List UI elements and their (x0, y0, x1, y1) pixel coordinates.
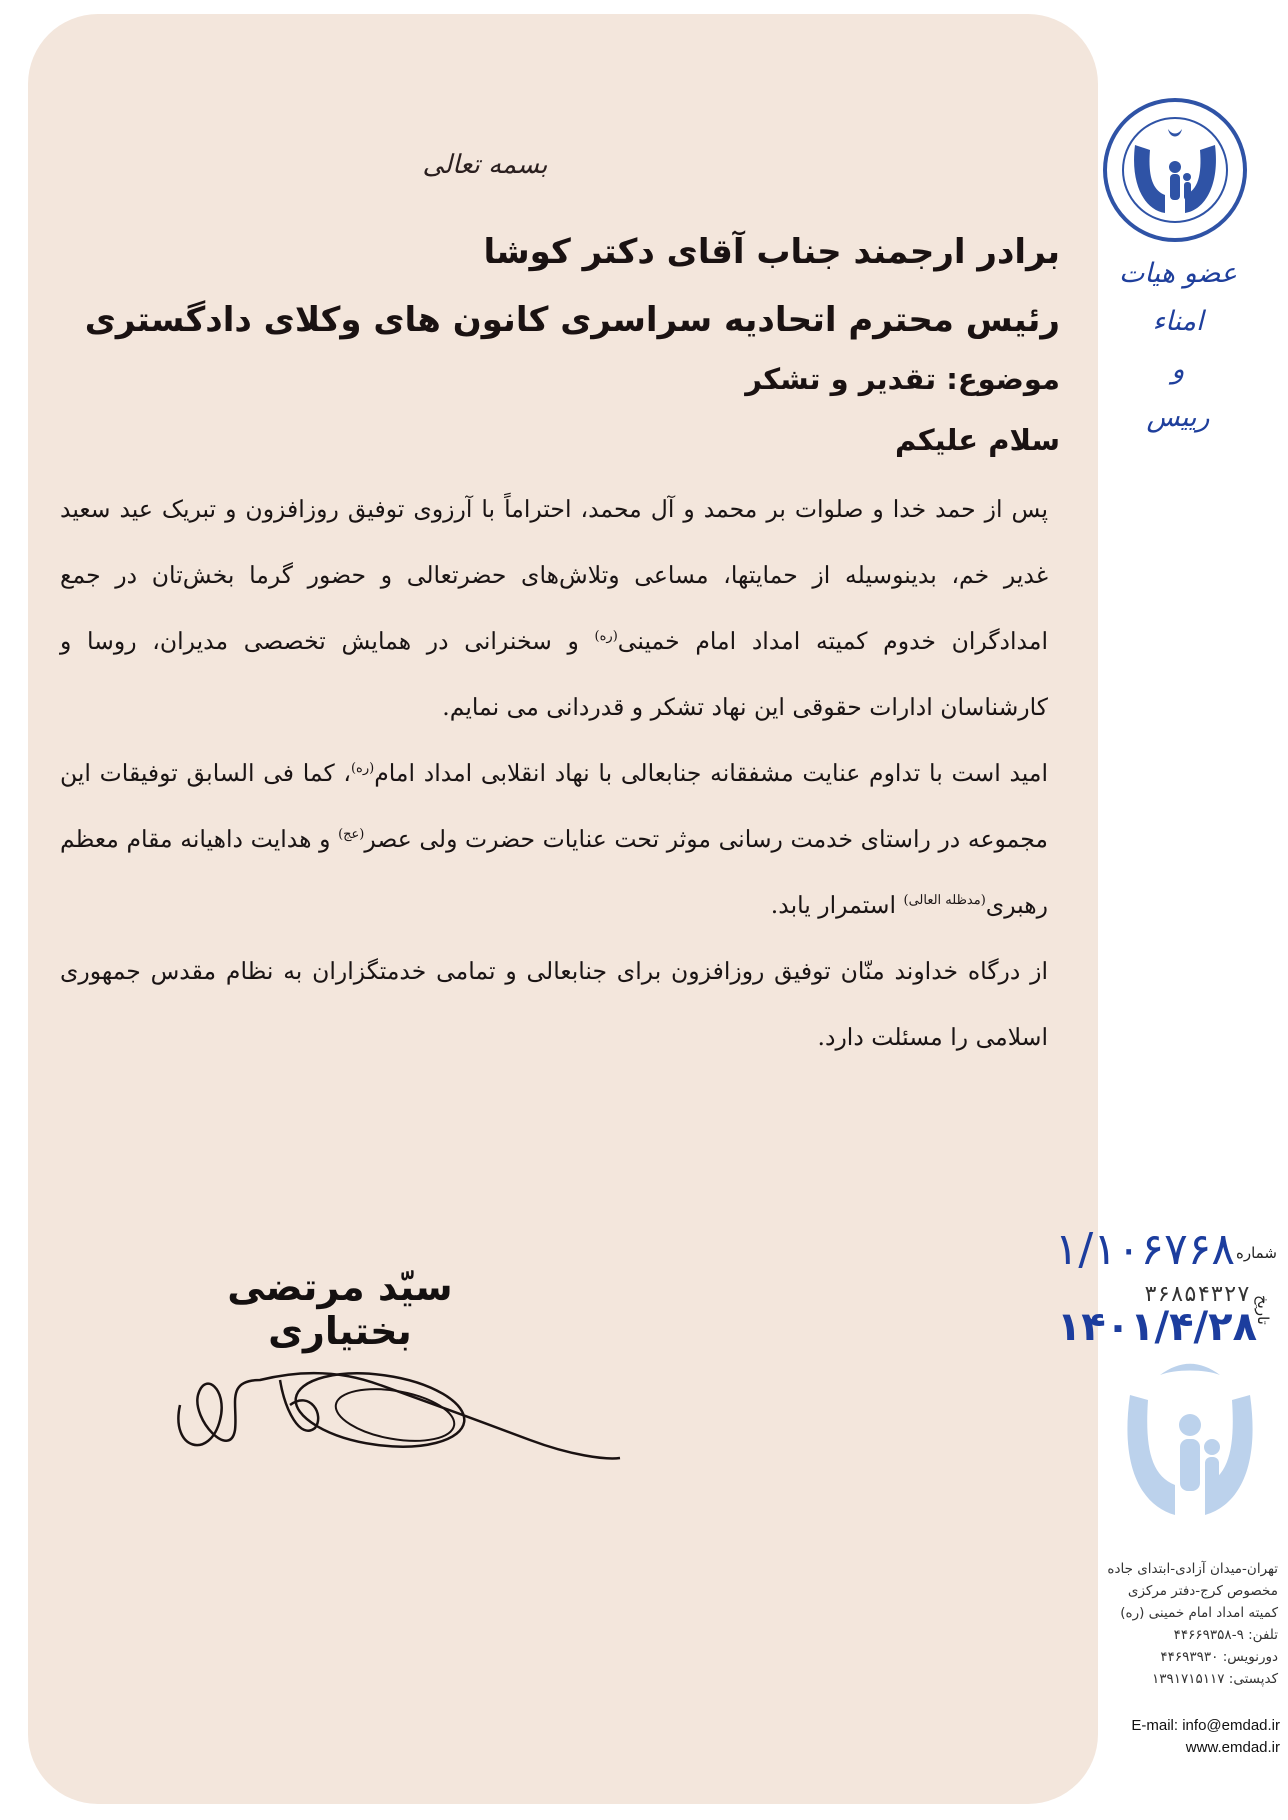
paragraph-1-text-b: و سخنرانی در همایش تخصصی مدیران، روسا و کارشناسان ادارات حقوقی این نهاد تشکر و قدردانی می نمایم. (60, 627, 1048, 721)
address-line-2: مخصوص کرج-دفتر مرکزی (1127, 1583, 1278, 1599)
relief-foundation-watermark-icon (1110, 1355, 1270, 1530)
paragraph-2-text-c: و هدایت داهیانه مقام معظم رهبری (60, 825, 1048, 919)
contact-email: E-mail: info@emdad.ir (1131, 1717, 1280, 1734)
letter-date-printed: ۳۶۸۵۴۳۲۷ (1144, 1282, 1250, 1307)
paragraph-3: از درگاه خداوند منّان توفیق روزافزون برای جنابعالی و تمامی خدمتگزاران به نظام مقدس جمهوری اسلامی را مسئلت دارد. (60, 957, 1048, 1051)
contact-website: www.emdad.ir (1185, 1739, 1280, 1756)
letter-number-value: ۱/۱۰۶۷۶۸ (1054, 1224, 1235, 1275)
paragraph-2-superscript-3: (مدظله العالی) (903, 893, 986, 909)
letter-greeting: سلام علیکم (895, 423, 1060, 457)
recipient-title: رئیس محترم اتحادیه سراسری کانون های وکلای دادگستری (84, 300, 1060, 340)
paragraph-2 (60, 740, 1048, 938)
paragraph-2-text-d: استمرار یابد. (770, 891, 904, 919)
trustee-line-2: و (1171, 354, 1185, 385)
letter-subject: موضوع: تقدیر و تشکر (745, 362, 1060, 396)
relief-foundation-logo-icon (1100, 95, 1250, 245)
paragraph-2-superscript-2: (عج) (338, 827, 365, 843)
foundation-address (1080, 1558, 1278, 1690)
address-postal-code: کدپستی: ۱۳۹۱۷۱۵۱۱۷ (1152, 1671, 1278, 1687)
paragraph-1-superscript: (ره) (594, 629, 618, 645)
paragraph-2-text-a: امید است با تداوم عنایت مشفقانه جنابعالی با نهاد انقلابی امداد امام (374, 759, 1048, 787)
paragraph-1-text-a: پس از حمد خدا و صلوات بر محمد و آل محمد، احتراماً با آرزوی توفیق روزافزون و تبریک عید سعید غدیر خم، بدینوسیله از حمایتها، مساعی وتلاش‌های حضرتعالی و حضور گرما بخش‌تان در جمع امدادگران خدوم کمیته امداد امام خمینی (60, 495, 1048, 655)
letter-date-label: تاریخ (1254, 1295, 1272, 1325)
bismillah-header: بسمه تعالی (422, 150, 548, 180)
foundation-contact (1080, 1715, 1280, 1759)
address-line-3: کمیته امداد امام خمینی (ره) (1120, 1605, 1278, 1621)
letter-body (60, 476, 1048, 1070)
trustee-handwritten-note (1098, 250, 1258, 442)
handwritten-signature (150, 1310, 630, 1480)
letter-number-label: شماره (1236, 1244, 1277, 1262)
paragraph-1 (60, 476, 1048, 740)
signatory-name: سیّد مرتضی بختیاری (227, 1265, 453, 1353)
letter-date-stamp: ۱۴۰۱/۴/۲۸ (1056, 1304, 1257, 1350)
paragraph-2-text-b: ، کما فی السابق توفیقات این مجموعه در راستای خدمت رسانی موثر تحت عنایات حضرت ولی عصر (60, 759, 1048, 853)
recipient-name: برادر ارجمند جناب آقای دکتر کوشا (483, 232, 1060, 272)
trustee-line-1: عضو هیات امناء (1118, 258, 1238, 337)
trustee-line-3: رییس (1146, 402, 1210, 433)
paragraph-2-superscript-1: (ره) (350, 761, 375, 777)
address-fax: دورنویس: ۴۴۶۹۳۹۳۰ (1160, 1649, 1278, 1665)
address-phone: تلفن: ۹-۴۴۶۶۹۳۵۸ (1173, 1627, 1278, 1643)
address-line-1: تهران-میدان آزادی-ابتدای جاده (1107, 1561, 1278, 1577)
